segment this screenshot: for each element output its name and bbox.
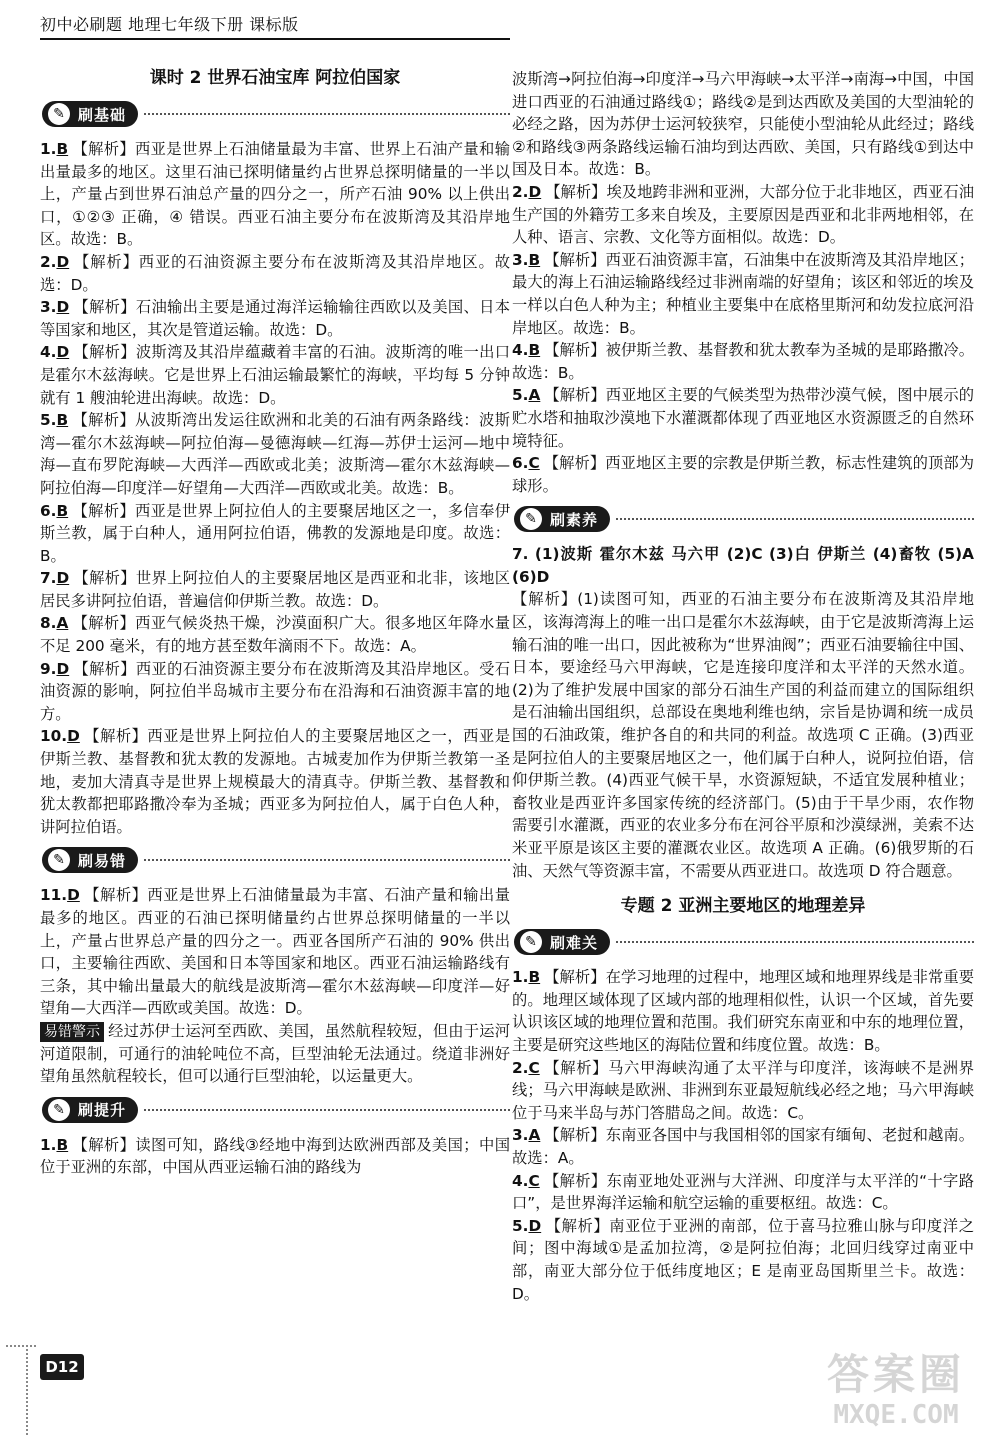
answer-explanation: 【解析】西亚是世界上石油储量最为丰富、世界上石油产量和输出量最多的地区。这里石油已探明储量约占世界总探明储量的一半以上，产量占到世界石油总产量的四分之一，所产石油 90% 以上供出口，①②③ 正确，④ 错误。西亚石油主要分布在波斯湾及其沿岸地区。故选：B。	[40, 140, 510, 249]
corner-dots-vertical	[26, 1345, 28, 1435]
section-banner-mistake	[40, 844, 510, 878]
question-number: 2.	[40, 252, 57, 271]
continued-answer: 波斯湾→阿拉伯海→印度洋→马六甲海峡→太平洋→南海→中国，中国进口西亚的石油通过路线①；路线②是到达西欧及美国的大型油轮的必经之路，因为苏伊士运河较狭窄，只能使小型油轮从此经过；路线②和路线③两条路线运输石油均到达西欧、美国，只有路线①到达中国及日本。故选：B。	[512, 70, 974, 179]
q7-answers: 7. (1)波斯 霍尔木兹 马六甲 (2)C (3)白 伊斯兰 (4)畜牧 (5)A (6)D	[512, 545, 974, 586]
banner-pill	[514, 506, 610, 532]
answer-item	[40, 725, 510, 838]
brush-icon: ✎	[520, 931, 542, 953]
answer-explanation: 【解析】西亚地区主要的气候类型为热带沙漠气候，图中展示的贮水塔和抽取沙漠地下水灌溉都体现了西亚地区水资源匮乏的自然环境特征。	[512, 386, 974, 450]
question-number: 5.	[512, 1216, 529, 1235]
corner-dots	[6, 1345, 36, 1347]
brush-icon: ✎	[48, 103, 70, 125]
answer-item	[40, 567, 510, 612]
right-column	[512, 6, 974, 1305]
answer-explanation: 【解析】石油输出主要是通过海洋运输输往西欧以及美国、日本等国家和地区，其次是管道运输。故选：D。	[40, 298, 510, 339]
section-label: 刷素养	[550, 510, 599, 529]
answer-item	[40, 409, 510, 499]
answer-item	[40, 658, 510, 726]
question-number: 6.	[40, 501, 57, 520]
answer-list-basic	[40, 138, 510, 838]
brush-icon: ✎	[520, 508, 542, 530]
answer-explanation: 【解析】被伊斯兰教、基督教和犹太教奉为圣城的是耶路撒冷。故选：B。	[512, 341, 974, 382]
answer-choice: C	[528, 1171, 540, 1190]
warning-text: 经过苏伊士运河至西欧、美国，虽然航程较短，但由于运河河道限制，可通行的油轮吨位不高，巨型油轮无法通过。绕道非洲好望角虽然航程较长，但可以通行巨型油轮，以运量更大。	[40, 1021, 510, 1086]
question-number: 3.	[512, 1126, 529, 1145]
answer-item	[40, 296, 510, 341]
dotted-divider	[144, 113, 510, 115]
question-number: 1.	[40, 140, 57, 158]
answer-choice: A	[528, 386, 541, 405]
section-banner-hard	[512, 926, 974, 960]
brush-icon: ✎	[48, 849, 70, 871]
question-number: 2.	[512, 182, 529, 201]
answer-item	[512, 339, 974, 384]
section-label: 刷难关	[550, 933, 599, 952]
answer-choice: B	[56, 140, 69, 158]
answer-explanation: 【解析】从波斯湾出发运往欧洲和北美的石油有两条路线：波斯湾—霍尔木兹海峡—阿拉伯海—曼德海峡—红海—苏伊士运河—地中海—直布罗陀海峡—大西洋—西欧或北美；波斯湾—霍尔木兹海峡—阿拉伯海—印度洋—好望角—大西洋—西欧或北美。故选：B。	[40, 411, 510, 497]
section-banner-improve	[40, 1094, 510, 1128]
answer-explanation: 【解析】西亚的石油资源主要分布在波斯湾及其沿岸地区。受石油资源的影响，阿拉伯半岛城市主要分布在沿海和石油资源丰富的地方。	[40, 659, 510, 723]
answer-list-mistake	[40, 884, 510, 1020]
question-number: 4.	[512, 1171, 529, 1190]
question-number: 8.	[40, 614, 57, 633]
answer-choice: D	[67, 886, 80, 905]
banner-pill	[42, 847, 138, 873]
answer-explanation: 【解析】西亚地区主要的宗教是伊斯兰教，标志性建筑的顶部为球形。	[512, 454, 974, 495]
answer-choice: D	[56, 343, 70, 362]
section-label: 刷提升	[78, 1101, 127, 1120]
question-number: 4.	[512, 341, 529, 360]
answer-explanation: 【解析】西亚的石油资源主要分布在波斯湾及其沿岸地区。故选：D。	[40, 252, 510, 294]
answer-list-continued	[512, 181, 974, 497]
answer-choice: B	[528, 968, 541, 987]
dotted-divider	[144, 1109, 510, 1111]
question-number: 1.	[512, 968, 529, 987]
answer-explanation: 【解析】西亚石油资源丰富，石油集中在波斯湾及其沿岸地区；最大的海上石油运输路线经过非洲南端的好望角；该区和邻近的埃及一样以白色人种为主；种植业主要集中在底格里斯河和幼发拉底河沿岸地区。故选：B。	[512, 250, 974, 337]
answer-item	[40, 500, 510, 568]
question-number: 11.	[40, 886, 68, 905]
answer-explanation: 【解析】西亚是世界上石油储量最为丰富、石油产量和输出量最多的地区。西亚的石油已探明储量约占世界总探明储量的一半以上，产量占世界总产量的四分之一。西亚各国所产石油的 90% 供出口，主要输往西欧、美国和日本等国家和地区。西亚石油运输路线有三条，其中输出量最大的航线是波斯湾—霍尔木兹海峡—印度洋—好望角—大西洋—西欧或美国。故选：D。	[40, 886, 510, 1018]
question-number: 5.	[40, 411, 57, 430]
answer-explanation: 【解析】东南亚地处亚洲与大洋洲、印度洋与太平洋的“十字路口”，是世界海洋运输和航空运输的重要枢纽。故选：C。	[512, 1171, 974, 1213]
watermark-url: MXQE.COM	[833, 1400, 959, 1430]
answer-choice: D	[56, 659, 70, 678]
page-number: D12	[40, 1354, 84, 1380]
banner-pill	[42, 1097, 138, 1123]
answer-choice: C	[528, 454, 540, 473]
section-label: 刷易错	[78, 851, 127, 870]
q7-explanation: 【解析】(1)读图可知，西亚的石油主要分布在波斯湾及其沿岸地区，该海湾海上的唯一出口是霍尔木兹海峡，由于它是波斯湾海上运输石油的唯一出口，因此被称为“世界油阀”；西亚石油要输往中国、日本，要途经马六甲海峡，它是连接印度洋和太平洋的天然水道。(2)为了维护发展中国家的部分石油生产国的利益而建立的国际组织是石油输出国组织，总部设在奥地利维也纳，宗旨是协调和统一成员国的石油政策，维护各自的和共同的利益。故选项 C 正确。(3)西亚是阿拉伯人的主要聚居地区之一，他们属于白种人，说阿拉伯语，信仰伊斯兰教。(4)西亚气候干旱，水资源短缺，不适宜发展种植业；畜牧业是西亚许多国家传统的经济部门。(5)由于干旱少雨，农作物需要引水灌溉，西亚的农业多分布在河谷平原和沙漠绿洲，美索不达米亚平原是该区主要的灌溉农业区。故选项 A 正确。(6)俄罗斯的石油、天然气等资源丰富，不需要从西亚进口。故选项 D 符合题意。	[512, 590, 974, 880]
answer-explanation: 【解析】东南亚各国中与我国相邻的国家有缅甸、老挝和越南。故选：A。	[512, 1126, 974, 1167]
question-number: 10.	[40, 727, 68, 746]
answer-item	[512, 966, 974, 1056]
answer-explanation: 【解析】在学习地理的过程中，地理区域和地理界线是非常重要的。地理区域体现了区域内部的地理相似性，认识一个区域，首先要认识该区域的地理位置和范围。我们研究东南亚和中东的地理位置，主要是研究这些地区的海陆位置和纬度位置。故选：B。	[512, 968, 974, 1054]
answer-explanation: 【解析】马六甲海峡沟通了太平洋与印度洋，该海峡不是洲界线；马六甲海峡是欧洲、非洲到东亚最短航线必经之地；马六甲海峡位于马来半岛与苏门答腊岛之间。故选：C。	[512, 1058, 974, 1122]
section-banner-basic	[40, 98, 510, 132]
answer-choice: D	[528, 1216, 542, 1235]
answer-item	[512, 1170, 974, 1215]
answer-explanation: 【解析】世界上阿拉伯人的主要聚居地区是西亚和北非，该地区居民多讲阿拉伯语，普遍信仰伊斯兰教。故选：D。	[40, 569, 510, 610]
banner-pill	[42, 101, 138, 127]
answer-choice: D	[67, 727, 80, 746]
question-number: 4.	[40, 343, 57, 362]
warning-note	[40, 1020, 510, 1088]
answer-list-hard	[512, 966, 974, 1305]
answer-item	[512, 181, 974, 249]
watermark-text: 答案圈	[826, 1350, 965, 1399]
header-text: 初中必刷题 地理七年级下册 课标版	[40, 15, 299, 34]
answer-item	[40, 612, 510, 657]
dotted-divider	[616, 941, 974, 943]
answer-explanation: 【解析】读图可知，路线③经地中海到达欧洲西部及美国；中国位于亚洲的东部，中国从西亚运输石油的路线为	[40, 1135, 510, 1177]
banner-pill	[514, 929, 610, 955]
answer-list-improve	[40, 1134, 510, 1179]
watermark-logo	[808, 1330, 984, 1430]
answer-choice: D	[56, 569, 70, 588]
answer-item	[512, 1057, 974, 1125]
section-label: 刷基础	[78, 105, 127, 124]
answer-item	[40, 1134, 510, 1179]
page-header	[40, 6, 510, 40]
dotted-divider	[144, 859, 510, 861]
answer-choice: B	[528, 250, 541, 269]
answer-item	[512, 1124, 974, 1169]
answer-explanation: 【解析】南亚位于亚洲的南部，位于喜马拉雅山脉与印度洋之间；图中海域①是孟加拉湾，②是阿拉伯海；北回归线穿过南亚中部，南亚大部分位于低纬度地区；E 是南亚岛国斯里兰卡。故选：D。	[512, 1216, 974, 1303]
question-number: 1.	[40, 1135, 57, 1154]
answer-choice: B	[56, 501, 69, 520]
answer-item	[512, 1215, 974, 1305]
warning-tag: 易错警示	[40, 1022, 104, 1042]
answer-item	[512, 384, 974, 452]
brush-icon: ✎	[48, 1099, 70, 1121]
answer-explanation: 【解析】西亚是世界上阿拉伯人的主要聚居地区之一，多信奉伊斯兰教，属于白种人，通用阿拉伯语，佛教的发源地是印度。故选：B。	[40, 501, 510, 565]
answer-choice: D	[56, 298, 70, 317]
lesson-title: 课时 2 世界石油宝库 阿拉伯国家	[149, 68, 401, 88]
answer-choice: D	[56, 252, 70, 271]
answer-choice: D	[528, 182, 542, 201]
dotted-divider	[616, 518, 974, 520]
answer-explanation: 【解析】波斯湾及其沿岸蕴藏着丰富的石油。波斯湾的唯一出口是霍尔木兹海峡。它是世界上石油运输最繁忙的海峡，平均每 5 分钟就有 1 艘油轮进出海峡。故选：D。	[40, 343, 510, 407]
question-number: 7.	[40, 569, 57, 588]
answer-choice: C	[528, 1058, 540, 1077]
answer-choice: B	[56, 1135, 69, 1154]
answer-choice: B	[528, 341, 541, 360]
answer-explanation: 【解析】西亚气候炎热干燥，沙漠面积广大。很多地区年降水量不足 200 毫米，有的地方甚至数年滴雨不下。故选：A。	[40, 614, 510, 656]
answer-item	[40, 251, 510, 296]
answer-item	[40, 138, 510, 251]
answer-explanation: 【解析】埃及地跨非洲和亚洲，大部分位于北非地区，西亚石油生产国的外籍劳工多来自埃及，主要原因是西亚和北非两地相邻，在人种、语言、宗教、文化等方面相似。故选：D。	[512, 182, 974, 247]
answer-item	[40, 884, 510, 1020]
answer-choice: B	[56, 411, 69, 430]
question-number: 3.	[40, 298, 57, 317]
answer-choice: A	[528, 1126, 541, 1145]
answer-choice: A	[56, 614, 69, 633]
topic-title: 专题 2 亚洲主要地区的地理差异	[620, 896, 866, 917]
question-number: 2.	[512, 1058, 529, 1077]
answer-item	[512, 452, 974, 497]
left-column	[40, 44, 510, 1179]
section-banner-literacy	[512, 503, 974, 537]
question-number: 5.	[512, 386, 529, 405]
answer-explanation: 【解析】西亚是世界上阿拉伯人的主要聚居地区之一，西亚是伊斯兰教、基督教和犹太教的发源地。古城麦加作为伊斯兰教第一圣地，麦加大清真寺是世界上规模最大的清真寺。伊斯兰教、基督教和犹太教都把耶路撒冷奉为圣城；西亚多为阿拉伯人，属于白色人种，讲阿拉伯语。	[40, 727, 510, 836]
answer-item	[512, 249, 974, 339]
answer-item	[40, 341, 510, 409]
question-number: 9.	[40, 659, 57, 678]
question-number: 6.	[512, 454, 529, 473]
question-number: 3.	[512, 250, 529, 269]
